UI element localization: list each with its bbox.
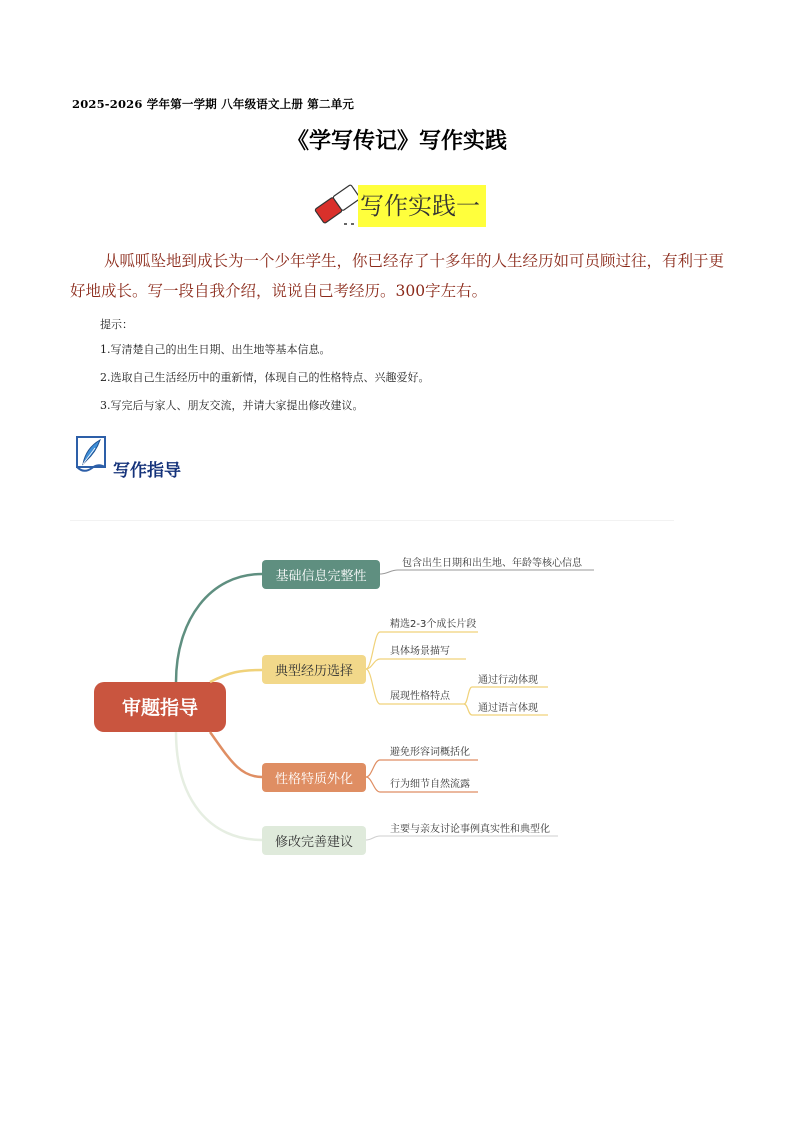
leaf-label: 通过语言体现 [478,703,538,714]
leaf-label: 避免形容词概括化 [390,747,470,758]
branch-label: 性格特质外化 [274,772,354,787]
mindmap-branch-basic-info [262,560,380,589]
mind-map [0,510,794,890]
mindmap-branch-character [262,763,366,792]
branch-label: 典型经历选择 [274,664,354,679]
mindmap-branch-revision [262,826,366,855]
leaf-label: 精选2-3个成长片段 [390,619,477,630]
branch-label: 修改完善建议 [274,835,354,850]
leaf-label: 行为细节自然流露 [390,779,470,790]
document-title: 《学写传记》写作实践 [286,128,507,154]
course-header: 2025-2026 学年第一学期 八年级语文上册 第二单元 [72,97,355,111]
hint-item: 3.写完后与家人、朋友交流，并请大家提出修改建议。 [100,399,364,412]
leaf-label: 展现性格特点 [390,691,450,702]
section-badge: 写作实践一 [358,185,486,227]
mindmap-branch-typical-experience [262,655,366,684]
branch-label: 基础信息完整性 [275,569,367,584]
hint-item: 2.选取自己生活经历中的重新情，体现自己的性格特点、兴趣爱好。 [100,371,430,384]
quill-icon [74,434,110,476]
leaf-label: 包含出生日期和出生地、年龄等核心信息 [402,558,582,569]
mindmap-root-label: 审题指导 [121,697,199,719]
hint-label: 提示： [100,318,133,331]
assignment-text: 从呱呱坠地到成长为一个少年学生，你已经存了十多年的人生经历如可员顾过往，有利于更好地成长。写一段自我介绍，说说自己考经历。300字左右。 [70,252,725,300]
leaf-label: 具体场景描写 [390,646,450,657]
eraser-icon [314,182,360,228]
leaf-label: 主要与亲友讨论事例真实性和典型化 [390,824,550,835]
hint-item: 1.写清楚自己的出生日期、出生地等基本信息。 [100,343,331,356]
mindmap-root [94,682,226,732]
guide-title: 写作指导 [113,461,181,481]
leaf-label: 通过行动体现 [478,675,538,686]
